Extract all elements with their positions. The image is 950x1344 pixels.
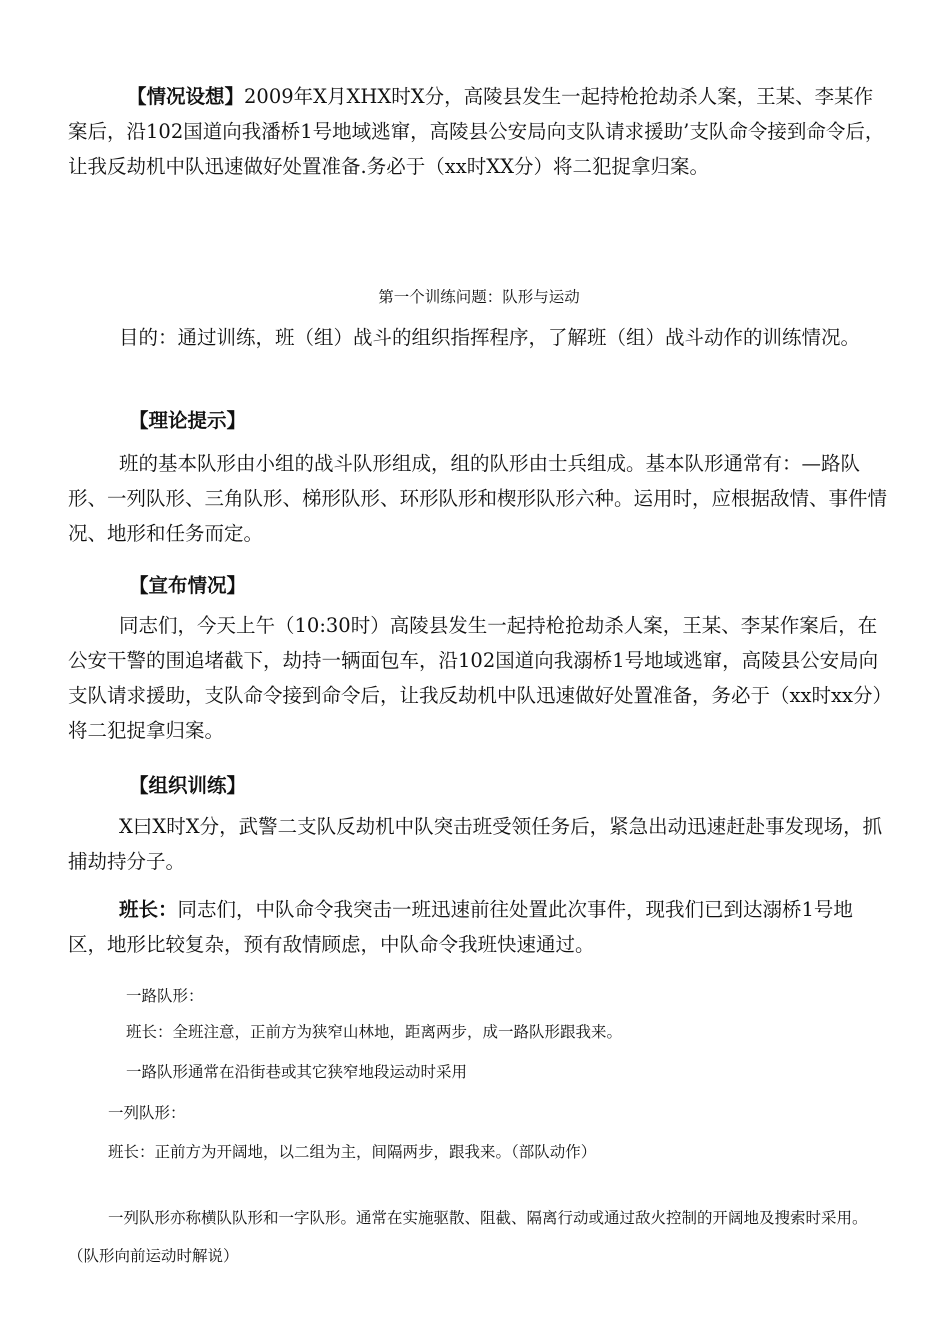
theory-paragraph: 班的基本队形由小组的战斗队形组成，组的队形由士兵组成。基本队形通常有：—路队形、一列队形、三角队形、梯形队形、环形队形和楔形队形六种。运用时，应根据敌情、事件情况、地形和任务而定。: [68, 452, 888, 545]
organize-heading: 【组织训练】: [129, 774, 247, 797]
organize-paragraph: X曰X时X分，武警二支队反劫机中队突击班受领任务后，紧急出动迅速赶赴事发现场，抓捕劫持分子。: [68, 815, 883, 873]
leader-label: 班长：: [119, 898, 178, 921]
situation-paragraph: [68, 79, 890, 184]
leader-text: 同志们，中队命令我突击一班迅速前往处置此次事件，现我们已到达溺桥1号地区，地形比较复杂，预有敌情顾虑，中队命令我班快速通过。: [68, 898, 853, 956]
situation-text: 2009年X月XHX时X分，高陵县发生一起持枪抢劫杀人案，王某、李某作案后，沿102国道向我潘桥1号地域逃窜，高陵县公安局向支队请求援助’支队命令接到命令后，让我反劫机中队迅速做好处置准备.务必于（xx时XX分）将二犯捉拿归案。: [68, 85, 885, 178]
leader-paragraph: [68, 892, 890, 962]
announce-heading: 【宣布情况】: [129, 574, 247, 597]
formation-single-file-note: 一路队形通常在沿街巷或其它狭窄地段运动时采用: [126, 1063, 468, 1081]
section-title: 第一个训练问题：队形与运动: [378, 288, 580, 306]
formation-single-file-heading: 一路队形：: [126, 987, 204, 1005]
formation-single-file-command: 班长：全班注意，正前方为狭窄山林地，距离两步，成一路队形跟我来。: [126, 1023, 623, 1041]
announce-paragraph: 同志们，今天上午（10:30时）高陵县发生一起持枪抢劫杀人案，王某、李某作案后，在公安干警的围追堵截下，劫持一辆面包车，沿102国道向我溺桥1号地域逃窜，高陵县公安局向支队请求援助，支队命令接到命令后，让我反劫机中队迅速做好处置准备，务必于（xx时xx分）将二犯捉拿归案。: [68, 614, 883, 742]
purpose-paragraph: 目的：通过训练，班（组）战斗的组织指挥程序，了解班（组）战斗动作的训练情况。: [119, 326, 861, 349]
formation-line-heading: 一列队形：: [108, 1104, 186, 1122]
situation-label: 【情况设想】: [127, 85, 245, 108]
formation-line-command: 班长：正前方为开阔地，以二组为主，间隔两步，跟我来。（部队动作）: [108, 1143, 597, 1161]
theory-heading: 【理论提示】: [129, 409, 247, 432]
formation-line-note: 一列队形亦称横队队形和一字队形。通常在实施驱散、阻截、隔离行动或通过敌火控制的开阔地及搜索时采用。（队形向前运动时解说）: [68, 1209, 868, 1265]
